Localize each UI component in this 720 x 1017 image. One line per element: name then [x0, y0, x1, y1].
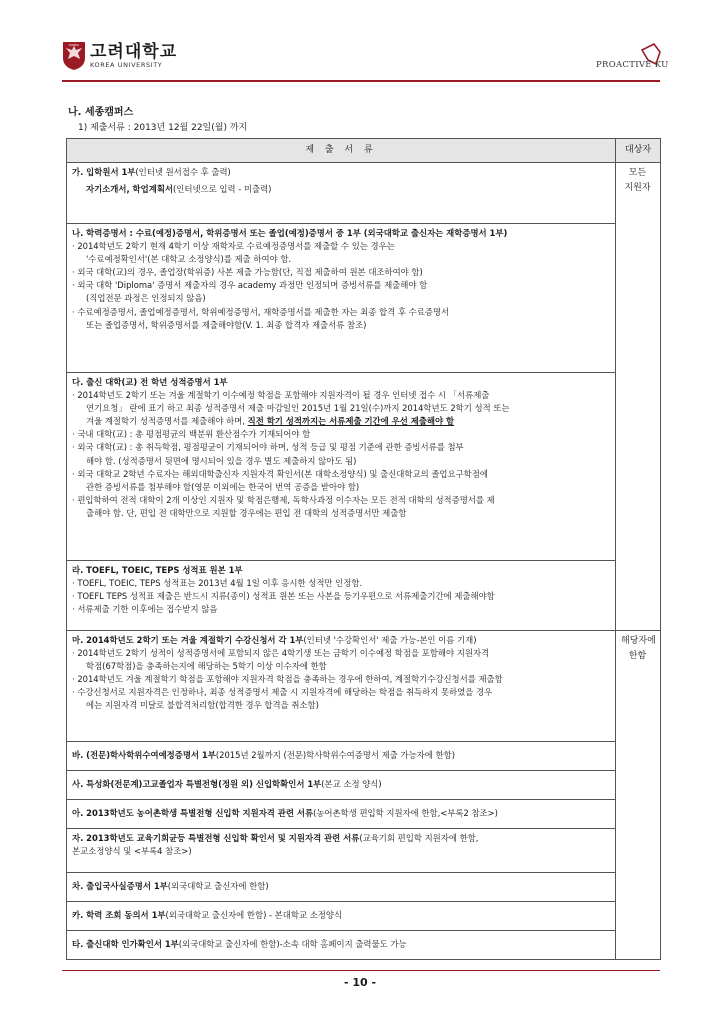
- table-row: 마. 2014학년도 2학기 또는 겨울 계절학기 수강신청서 각 1부(인터넷 '수강확인서' 제출 가능-본인 이름 기재) · 2014학년도 2학기 성적이 성적증명서에 포함되지 않은 4학기생 또는 금학기 이수예정 학점을 포함해야 지원자격 학점(67학점)을 충족하는지에 해당하는 5학기 이상 이수자에 한함 · 2014학년도 겨울 계절학기 학점을 포함해야 지원자격 학점을 충족하는 경우에 한하여, 계절학기수강신청서를 제출함 · 수강신청서로 지원자격은 인정하나, 최종 성적증명서 제출 시 지원자격에 해당하는 학점을 취득하지 못하였을 경우 에는 지원자격 미달로 불합격처리함(합격한 경우 합격을 취소함) 해당자에 한함: [67, 631, 661, 742]
- header-divider: [62, 80, 660, 82]
- svg-text:KOREA: KOREA: [68, 43, 80, 47]
- table-row: 자. 2013학년도 교육기회균등 특별전형 신입학 확인서 및 지원자격 관련 서류(교육기회 편입학 지원자에 한함, 본교소정양식 및 <부록4 참조>): [67, 829, 661, 873]
- slogan: PROACTIVE KU: [596, 60, 669, 70]
- table-row: 사. 특성화(전문계)고교졸업자 특별전형(정원 외) 신입학확인서 1부(본교 소정 양식): [67, 771, 661, 800]
- section-title: 나. 세종캠퍼스: [68, 107, 134, 118]
- table-row: 카. 학력 조회 동의서 1부(외국대학교 출신자에 한함) - 본대학교 소정양식: [67, 902, 661, 931]
- table-row: 나. 학력증명서 : 수료(예정)증명서, 학위증명서 또는 졸업(예정)증명서 중 1부 (외국대학교 출신자는 재학증명서 1부) · 2014학년도 2학기 현재 4학기 이상 재학자로 수료예정증명서를 제출할 수 있는 경우는 '수료예정확인서'(본 대학교 소정양식)를 제출 하여야 함. · 외국 대학(교)의 경우, 졸업장(학위증) 사본 제출 가능함(단, 직접 제출하여 원본 대조하여야 함) · 외국 대학 'Diploma' 증명서 제출자의 경우 academy 과정만 인정되며 증빙서류를 제출해야 함 (직업전문 과정은 인정되지 않음) · 수료예정증명서, 졸업예정증명서, 학위예정증명서, 재학증명서를 제출한 자는 최종 합격 후 수료증명서 또는 졸업증명서, 학위증명서를 제출해야함(V. 1. 최종 합격자 제출서류 참조): [67, 224, 661, 373]
- table-row: 다. 출신 대학(교) 전 학년 성적증명서 1부 · 2014학년도 2학기 또는 겨울 계절학기 이수예정 학점을 포함해야 지원자격이 될 경우 인터넷 접수 시 「서류제출 연기요청」 란에 표기 하고 최종 성적증명서 제출 마감일인 2015년 1월 21일(수)까지 2014학년도 2학기 성적 또는 겨울 계절학기 성적증명서를 제출해야 하며, 직전 학기 성적까지는 서류제출 기간에 우선 제출해야 함 · 국내 대학(교) : 총 평점평균의 백분위 환산점수가 기재되어야 함 · 외국 대학(교) : 총 취득학점, 평점평균이 기재되어야 하며, 성적 등급 및 평점 기준에 관한 증빙서류를 첨부 해야 함. (성적증명서 뒷면에 명시되어 있을 경우 별도 제출하지 않아도 됨) · 외국 대학교 2학년 수료자는 해외대학출신자 지원자격 확인서(본 대학소정양식) 및 출신대학교의 졸업요구학점에 관한 증빙서류를 첨부해야 함(영문 이외에는 한국어 번역 공증을 받아야 함) · 편입학하여 전적 대학이 2개 이상인 지원자 및 학점은행제, 독학사과정 이수자는 모든 전적 대학의 성적증명서를 제 출해야 함. 단, 편입 전 대학만으로 지원할 경우에는 편입 전 대학의 성적증명서만 제출함: [67, 373, 661, 561]
- table-row: 차. 출입국사실증명서 1부(외국대학교 출신자에 한함): [67, 873, 661, 902]
- deadline-text: 1) 제출서류 : 2013년 12월 22일(월) 까지: [78, 123, 248, 133]
- table-row: 바. (전문)학사학위수여예정증명서 1부(2015년 2월까지 (전문)학사학위수여증명서 제출 가능자에 한함): [67, 742, 661, 771]
- table-row: 라. TOEFL, TOEIC, TEPS 성적표 원본 1부 · TOEFL, TOEIC, TEPS 성적표는 2013년 4월 1일 이후 응시한 성적만 인정함. · TOEFL TEPS 성적표 제출은 반드시 지류(종이) 성적표 원본 또는 사본을 등기우편으로 서류제출기간에 제출해야함 · 서류제출 기한 이후에는 접수받지 않음: [67, 561, 661, 631]
- table-row: 아. 2013학년도 농어촌학생 특별전형 신입학 지원자격 관련 서류(농어촌학생 편입학 지원자에 한함,<부록2 참조>): [67, 800, 661, 829]
- target-all-applicants: 모든 지원자: [616, 163, 661, 631]
- column-header-documents: 제 출 서 류: [67, 139, 616, 163]
- university-logo: [62, 41, 177, 71]
- target-applicable-only: 해당자에 한함: [616, 631, 661, 960]
- university-name-ko: 고려대학교: [90, 42, 178, 62]
- table-header-row: [67, 139, 661, 163]
- crest-icon: [62, 41, 86, 71]
- column-header-target: 대상자: [616, 139, 661, 163]
- footer-divider: [62, 970, 660, 971]
- documents-table: [66, 138, 661, 960]
- university-name-en: KOREA UNIVERSITY: [90, 61, 163, 69]
- proactive-ku-logo-icon: [590, 42, 662, 76]
- table-row: 타. 출신대학 인가확인서 1부(외국대학교 출신자에 한함)-소속 대학 홈페이지 출력물도 가능: [67, 931, 661, 960]
- page-header: [0, 0, 720, 90]
- table-row: 가. 입학원서 1부(인터넷 원서접수 후 출력) 자기소개서, 학업계획서(인터넷으로 입력 - 미출력) 모든 지원자: [67, 163, 661, 224]
- page-number: - 10 -: [343, 976, 377, 989]
